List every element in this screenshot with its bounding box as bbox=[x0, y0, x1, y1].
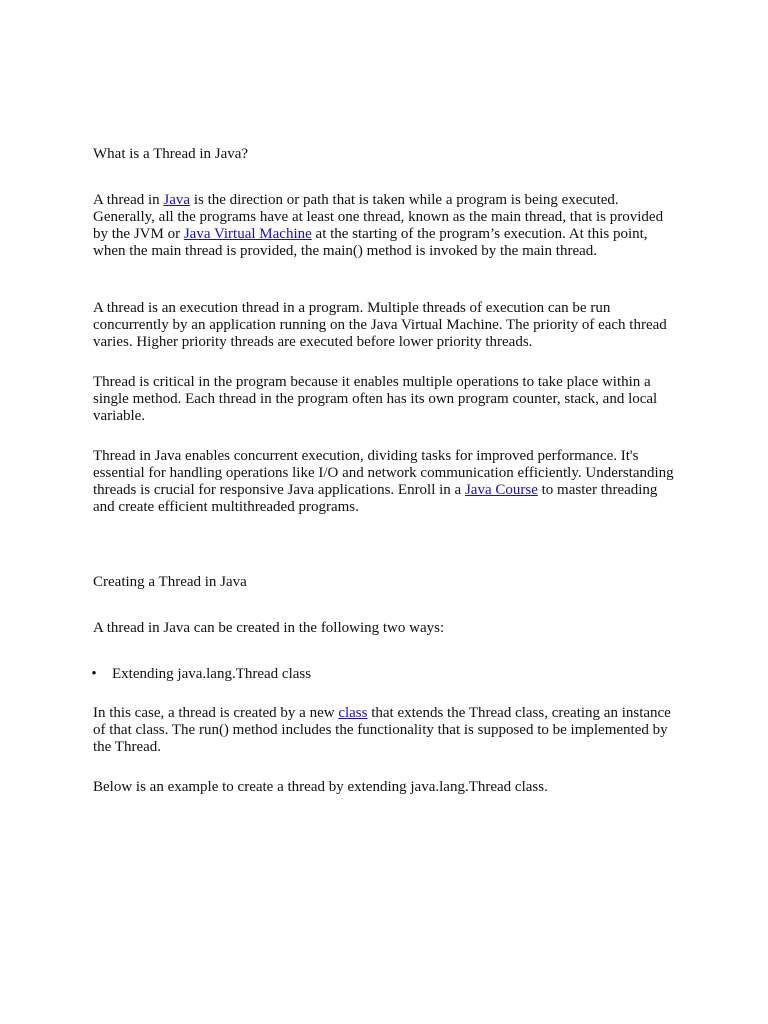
list-item bbox=[93, 666, 678, 683]
paragraph-text: In this case, a thread is created by a new bbox=[93, 705, 339, 721]
paragraph-text: Thread in Java enables concurrent execution, dividing tasks for improved performance. It's essential for handling operations like I/O and network communication efficiently. Understanding threads is crucial for responsive Java applications. Enroll in a bbox=[93, 448, 674, 498]
paragraph-text: is the direction or path that is taken while a program is being executed. Generally, all the programs have at least one thread, known as the main thread, that is provided by the JVM or bbox=[93, 192, 664, 242]
java-course-link[interactable]: Java Course bbox=[464, 482, 538, 498]
paragraph-concurrent-execution bbox=[93, 448, 678, 516]
paragraph-execution-thread: A thread is an execution thread in a program. Multiple threads of execution can be run concurrently by an application running on the Java Virtual Machine. The priority of each thread varies. Higher priority threads are executed before lower priority threads. bbox=[93, 300, 667, 350]
paragraph-thread-definition bbox=[93, 192, 678, 260]
java-virtual-machine-link[interactable]: Java Virtual Machine bbox=[183, 226, 312, 242]
paragraph-thread-critical: Thread is critical in the program because it enables multiple operations to take place within a single method. Each thread in the program often has its own program counter, stack, and local variable. bbox=[93, 374, 658, 424]
paragraph-extending-thread bbox=[93, 705, 678, 756]
bullet-icon: • bbox=[91, 666, 97, 682]
paragraph-text: at the starting of the program’s execution. At this point, when the main thread is provided, the main() method is invoked by the main thread. bbox=[93, 226, 648, 259]
section-heading-creating-thread: Creating a Thread in Java bbox=[93, 574, 247, 590]
paragraph-two-ways: A thread in Java can be created in the following two ways: bbox=[93, 620, 445, 636]
java-link[interactable]: Java bbox=[163, 192, 191, 208]
paragraph-example-intro: Below is an example to create a thread by extending java.lang.Thread class. bbox=[93, 779, 548, 795]
paragraph-text: A thread in bbox=[93, 192, 164, 208]
paragraph-text: that extends the Thread class, creating an instance of that class. The run() method includes the functionality that is supposed to be implemented by the Thread. bbox=[93, 705, 671, 755]
ways-bullet-list bbox=[93, 666, 678, 683]
class-link[interactable]: class bbox=[338, 705, 368, 721]
section-heading-what-is-thread: What is a Thread in Java? bbox=[93, 146, 249, 162]
paragraph-text: to master threading and create efficient multithreaded programs. bbox=[93, 482, 658, 515]
list-item-label: Extending java.lang.Thread class bbox=[112, 666, 312, 682]
